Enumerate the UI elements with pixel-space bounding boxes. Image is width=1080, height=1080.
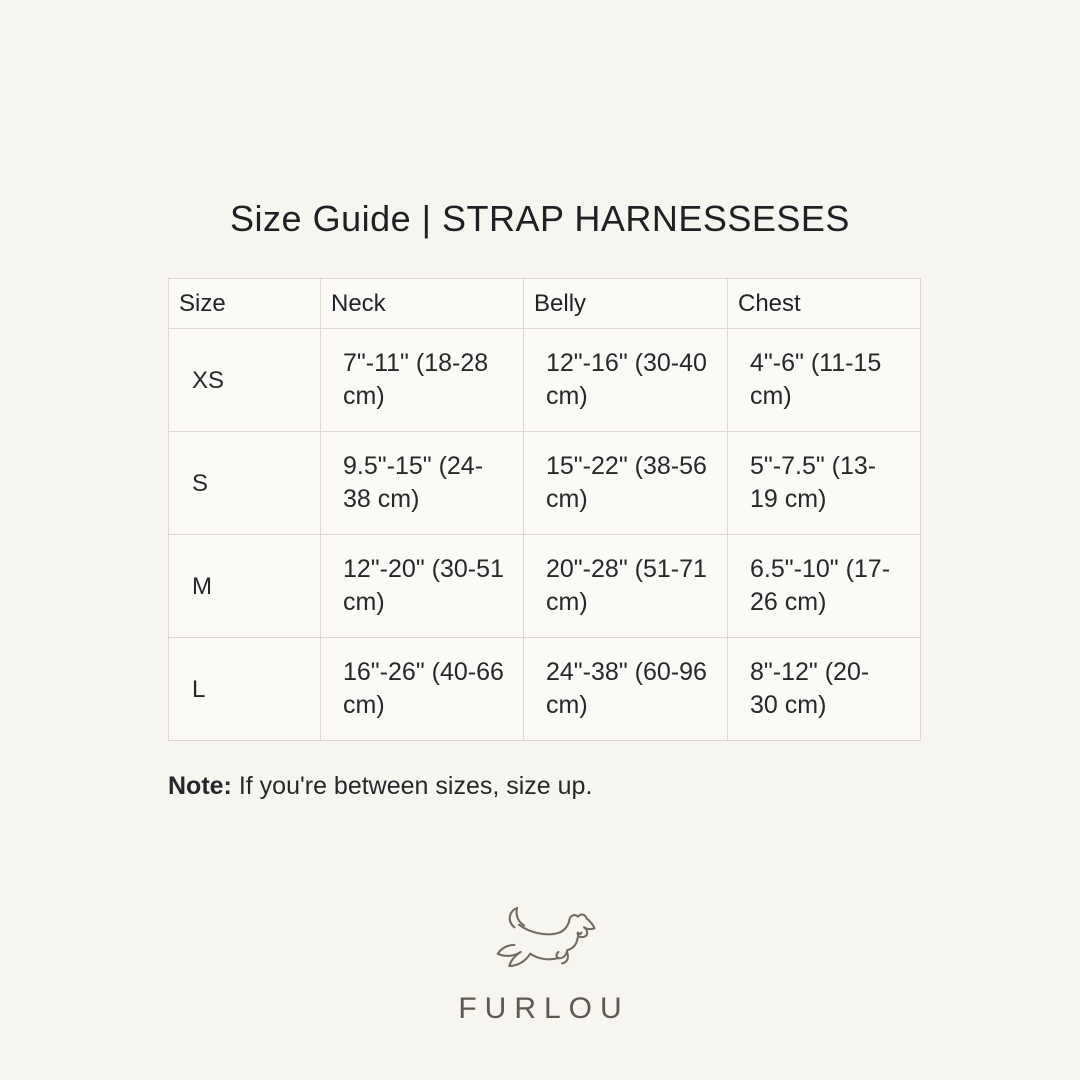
size-guide-table: [168, 278, 921, 741]
note-text: If you're between sizes, size up.: [231, 772, 593, 800]
table-row-l: [169, 638, 921, 741]
cell-neck: 7"-11" (18-28 cm): [321, 329, 524, 432]
brand-footer: [0, 900, 1080, 1026]
table-row-m: [169, 535, 921, 638]
column-header-neck: Neck: [321, 279, 524, 329]
cell-neck: 12"-20" (30-51 cm): [321, 535, 524, 638]
cell-chest: 6.5"-10" (17-26 cm): [728, 535, 921, 638]
column-header-chest: Chest: [728, 279, 921, 329]
cell-size: L: [169, 638, 321, 741]
page-title: Size Guide | STRAP HARNESSESES: [230, 198, 850, 239]
cell-chest: 4"-6" (11-15 cm): [728, 329, 921, 432]
sizing-note: [168, 770, 592, 802]
cell-belly: 24"-38" (60-96 cm): [524, 638, 728, 741]
table-row-xs: [169, 329, 921, 432]
cell-belly: 12"-16" (30-40 cm): [524, 329, 728, 432]
column-header-size: Size: [169, 279, 321, 329]
cell-size: S: [169, 432, 321, 535]
cell-belly: 15"-22" (38-56 cm): [524, 432, 728, 535]
cell-size: M: [169, 535, 321, 638]
cell-chest: 5"-7.5" (13-19 cm): [728, 432, 921, 535]
cell-size: XS: [169, 329, 321, 432]
brand-wordmark: FURLOU: [458, 992, 630, 1025]
column-header-belly: Belly: [524, 279, 728, 329]
table-header-row: [169, 279, 921, 329]
note-label: Note:: [168, 772, 232, 800]
cell-chest: 8"-12" (20-30 cm): [728, 638, 921, 741]
cell-belly: 20"-28" (51-71 cm): [524, 535, 728, 638]
cell-neck: 16"-26" (40-66 cm): [321, 638, 524, 741]
cell-neck: 9.5"-15" (24-38 cm): [321, 432, 524, 535]
leaping-dog-icon: [476, 900, 604, 988]
table-row-s: [169, 432, 921, 535]
